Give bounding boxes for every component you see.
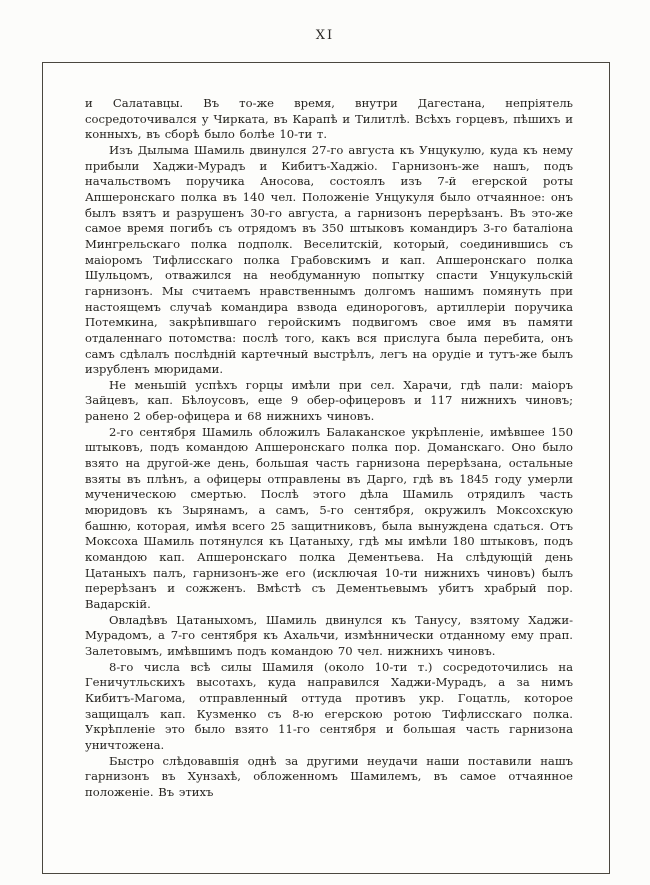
paragraph: 2-го сентября Шамиль обложилъ Балаканское укрѣпленіе, имѣвшее 150 штыковъ, подъ командою Апшеронскаго полка пор. Доманскаго. Оно было взято на другой-же день, большая часть гарнизона перерѣзана, остальные взяты въ плѣнъ, а офицеры отправлены въ Дарго, гдѣ въ 1845 году умерли мученическою смертью. Послѣ этого дѣла Шамиль отрядилъ часть мюридовъ къ Зырянамъ, а самъ, 5-го сентября, окружилъ Моксохскую башню, которая, имѣя всего 25 защитниковъ, была вынуждена сдаться. Отъ Моксоха Шамиль потянулся къ Цатаныху, гдѣ мы имѣли 180 штыковъ, подъ командою кап. Апшеронскаго полка Дементьева. На слѣдующій день Цатаныхъ палъ, гарнизонъ-же его (исключая 10-ти нижнихъ чиновъ) былъ перерѣзанъ и сожженъ. Вмѣстѣ съ Дементьевымъ убитъ храбрый пор. Вадарскій. xyxy=(85,424,573,611)
paragraph: Изъ Дылыма Шамиль двинулся 27-го августа къ Унцукулю, куда къ нему прибыли Хаджи-Мурадъ и Кибитъ-Хаджіо. Гарнизонъ-же нашъ, подъ начальствомъ поручика Аносова, состоялъ изъ 7-й егерской роты Апшеронскаго полка въ 140 чел. Положеніе Унцукуля было отчаянное: онъ былъ взятъ и разрушенъ 30-го августа, а гарнизонъ перерѣзанъ. Въ это-же самое время погибъ съ отрядомъ въ 350 штыковъ командиръ 3-го баталіона Мингрельскаго полка подполк. Веселитскій, который, соединившись съ маіоромъ Тифлисскаго полка Грабовскимъ и кап. Апшеронскаго полка Шульцомъ, отважился на необдуманную попытку спасти Унцукульскій гарнизонъ. Мы считаемъ нравственнымъ долгомъ нашимъ помянуть при настоящемъ случаѣ командира взвода единороговъ, артиллеріи поручика Потемкина, закрѣпившаго геройскимъ подвигомъ свое имя въ памяти отдаленнаго потомства: послѣ того, какъ вся прислуга была перебита, онъ самъ сдѣлалъ послѣдній картечный выстрѣлъ, легъ на орудіе и тутъ-же былъ изрубленъ мюридами. xyxy=(85,142,573,377)
page-number: XI xyxy=(315,28,335,43)
paragraph: Не меньшій успѣхъ горцы имѣли при сел. Харачи, гдѣ пали: маіоръ Зайцевъ, кап. Бѣлоусовъ, еще 9 обер-офицеровъ и 117 нижнихъ чиновъ; ранено 2 обер-офицера и 68 нижнихъ чиновъ. xyxy=(85,377,573,424)
paragraph-continuation: и Салатавцы. Въ то-же время, внутри Дагестана, непріятель сосредоточивался у Чирката, въ Карапѣ и Тилитлѣ. Всѣхъ горцевъ, пѣшихъ и конныхъ, въ сборѣ было болѣе 10-ти т. xyxy=(85,96,573,142)
paragraph: 8-го числа всѣ силы Шамиля (около 10-ти т.) сосредоточились на Геничутльскихъ высотахъ, куда направился Хаджи-Мурадъ, а за нимъ Кибитъ-Магома, отправленный оттуда противъ укр. Гоцатль, которое защищалъ кап. Кузменко съ 8-ю егерскою ротою Тифлисскаго полка. Укрѣпленіе это было взято 11-го сентября и большая часть гарнизона уничтожена. xyxy=(85,659,573,752)
paragraph: Овладѣвъ Цатаныхомъ, Шамиль двинулся къ Танусу, взятому Хаджи-Мурадомъ, а 7-го сентября къ Ахальчи, измѣннически отданному ему прап. Залетовымъ, имѣвшимъ подъ командою 70 чел. нижнихъ чиновъ. xyxy=(85,612,573,658)
paragraph: Быстро слѣдовавшія однѣ за другими неудачи наши поставили нашъ гарнизонъ въ Хунзахѣ, обложенномъ Шамилемъ, въ самое отчаянное положеніе. Въ этихъ xyxy=(85,753,573,799)
body-text-block xyxy=(85,96,573,801)
